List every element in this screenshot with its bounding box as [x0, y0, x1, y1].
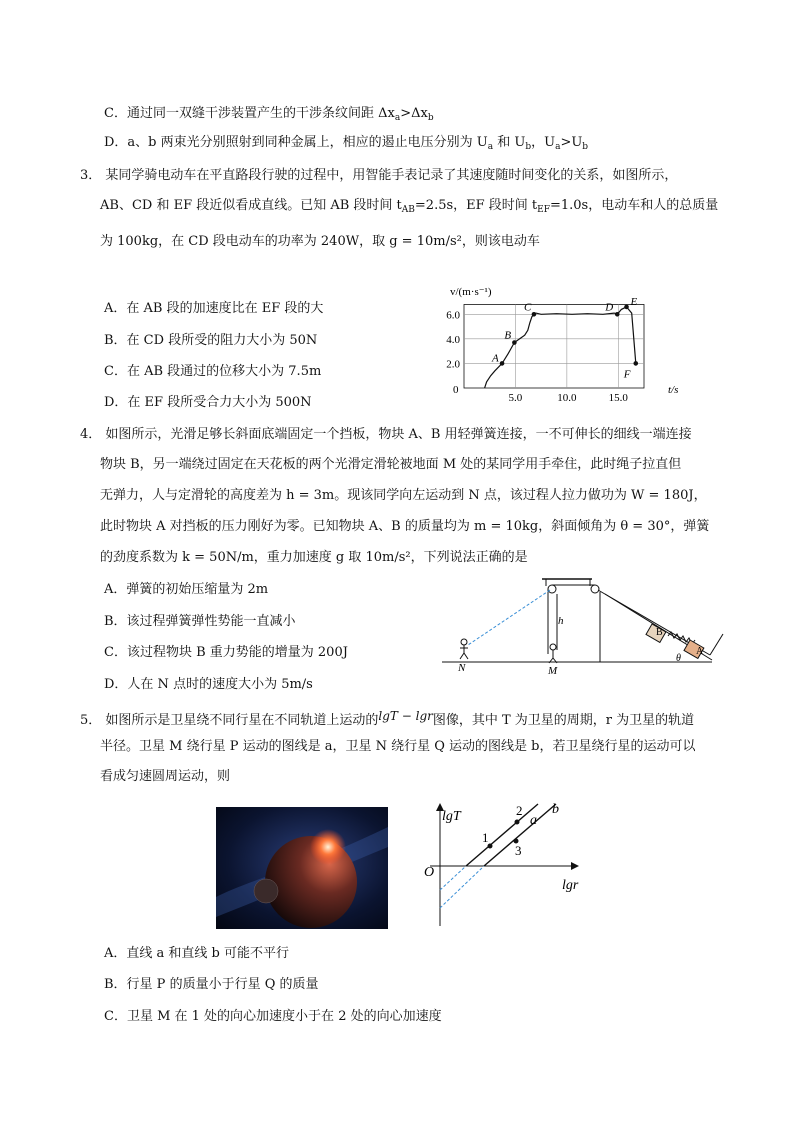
q4-option-b: B．该过程弹簧弹性势能一直减小 — [104, 614, 296, 629]
point-b — [512, 340, 517, 345]
point-3-label: 3 — [515, 843, 522, 858]
q4-option-d: D．人在 N 点时的速度大小为 5m/s — [104, 677, 313, 692]
q5-option-c: C．卫星 M 在 1 处的向心加速度小于在 2 处的向心加速度 — [104, 1009, 442, 1024]
label-n: N — [458, 662, 466, 674]
point-label-d: D — [605, 301, 614, 314]
velocity-curve — [485, 307, 636, 388]
axis-x-label: lgr — [562, 878, 579, 893]
chart-ylabel: v/(m·s⁻¹) — [450, 286, 492, 298]
q4-stem-line4: 此时物块 A 对挡板的压力刚好为零。已知物块 A、B 的质量均为 m = 10kg，斜面倾角为 θ = 30°，弹簧 — [100, 519, 710, 534]
q3-stem-line2: AB、CD 和 EF 段近似看成直线。已知 AB 段时间 $t_{AB}=2.5s$，EF 段时间 $t_{EF}=1.0s$，电动车和人的总质量 — [100, 198, 719, 215]
point-label-f: F — [623, 368, 631, 381]
person-n-icon — [460, 639, 468, 659]
x-tick-label: 10.0 — [557, 392, 577, 404]
point-f — [633, 361, 638, 366]
q3-option-b: B．在 CD 段所受的阻力大小为 50N — [104, 333, 318, 348]
point-label-e: E — [630, 295, 638, 308]
chart-origin: 0 — [453, 384, 459, 396]
point-label-a: A — [492, 352, 499, 365]
origin-label: O — [424, 865, 435, 880]
point-label-c: C — [523, 301, 532, 314]
q3-option-d: D．在 EF 段所受合力大小为 500N — [104, 395, 312, 410]
label-h: h — [558, 615, 564, 627]
planet-photo — [216, 807, 388, 929]
x-tick-label: 15.0 — [608, 392, 628, 404]
q5-stem-line3: 看成匀速圆周运动，则 — [100, 769, 231, 784]
q5-option-b: B．行星 P 的质量小于行星 Q 的质量 — [104, 977, 319, 992]
person-m-icon — [549, 644, 557, 663]
q3-option-a: A．在 AB 段的加速度比在 EF 段的大 — [104, 301, 324, 316]
q3-option-c: C．在 AB 段通过的位移大小为 7.5m — [104, 364, 322, 379]
label-block-a: A — [696, 646, 704, 657]
q5-option-a: A．直线 a 和直线 b 可能不平行 — [104, 946, 289, 961]
q4-stem-line1: 4． 如图所示，光滑足够长斜面底端固定一个挡板，物块 A、B 用轻弹簧连接，一不可伸长的细线一端连接 — [80, 427, 692, 442]
line-a-label: a — [530, 813, 537, 828]
lgT-lgr-graph — [420, 796, 590, 926]
point-label-b: B — [504, 329, 512, 342]
line-a — [466, 804, 538, 866]
chart-xlabel: t/s — [668, 384, 679, 396]
q4-option-c: C．该过程物块 B 重力势能的增量为 200J — [104, 645, 348, 660]
velocity-time-chart — [420, 280, 690, 415]
label-m: M — [548, 665, 558, 677]
q3-stem-line3: 为 100kg，在 CD 段电动车的功率为 240W，取 g = 10m/s²，则该电动车 — [100, 234, 540, 249]
axis-y-label: lgT — [442, 809, 461, 824]
point-d — [615, 312, 620, 317]
point-c — [532, 312, 537, 317]
q4-stem-line5: 的劲度系数为 k = 50N/m，重力加速度 g 取 10m/s²，下列说法正确的是 — [100, 550, 528, 565]
pulley-right — [591, 585, 599, 593]
q5-stem-line1: 5． 如图所示是卫星绕不同行星在不同轨道上运动的lgT − lgr图像，其中 T 为卫星的周期，r 为卫星的轨道 — [80, 709, 695, 728]
q2-option-c: C．通过同一双缝干涉装置产生的干涉条纹间距 $\Delta x_a>\Delta x_b$ — [104, 106, 434, 123]
point-a — [500, 361, 505, 366]
label-theta: θ — [676, 653, 681, 664]
q2-option-d: D．a、b 两束光分别照射到同种金属上，相应的遏止电压分别为 $U_a$ 和 $U_b$，$U_a>U_b$ — [104, 135, 589, 152]
point-e — [624, 305, 629, 310]
y-tick-label: 4.0 — [446, 333, 460, 346]
point-2-label: 2 — [516, 803, 523, 818]
q5-stem-line2: 半径。卫星 M 绕行星 P 运动的图线是 a，卫星 N 绕行星 Q 运动的图线是 b，若卫星绕行星的运动可以 — [100, 739, 696, 754]
pulley-left — [548, 585, 556, 593]
line-b-label: b — [552, 802, 559, 817]
pulley-incline-diagram — [440, 572, 730, 682]
q4-option-a: A．弹簧的初始压缩量为 2m — [104, 582, 269, 597]
q4-stem-line2: 物块 B，另一端绕过固定在天花板的两个光滑定滑轮被地面 M 处的某同学用手牵住，此时绳子拉直但 — [100, 457, 682, 472]
y-tick-label: 2.0 — [446, 358, 460, 371]
point-2 — [515, 820, 520, 825]
q4-stem-line3: 无弹力，人与定滑轮的高度差为 h = 3m。现该同学向左运动到 N 点，该过程人拉力做功为 W = 180J， — [100, 488, 707, 503]
y-tick-label: 6.0 — [446, 309, 460, 322]
point-1-label: 1 — [482, 830, 489, 845]
label-block-b: B — [656, 627, 663, 638]
x-tick-label: 5.0 — [508, 392, 523, 404]
q3-stem-line1: 3． 某同学骑电动车在平直路段行驶的过程中，用智能手表记录了其速度随时间变化的关系，如图所示， — [80, 168, 678, 183]
